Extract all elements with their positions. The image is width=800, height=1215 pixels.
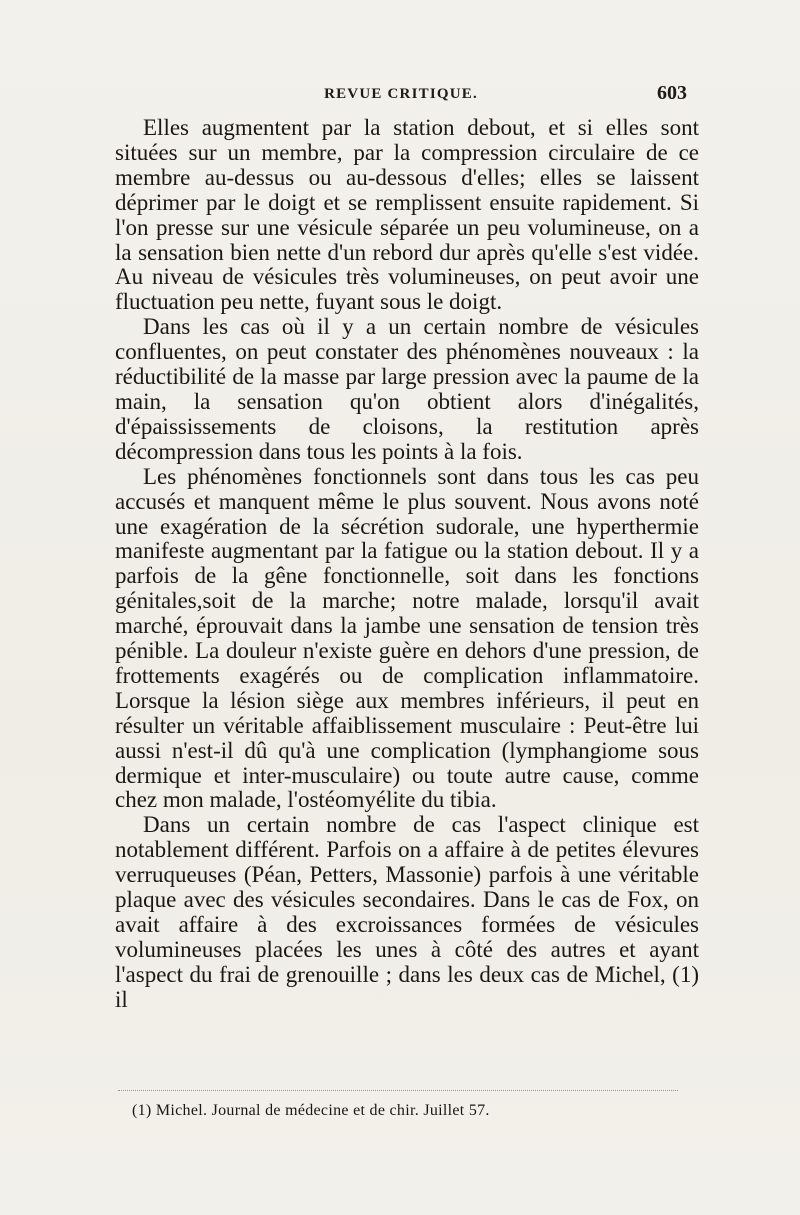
- footnote: (1) Michel. Journal de médecine et de chir. Juillet 57.: [132, 1102, 490, 1119]
- page-header: [115, 80, 687, 114]
- page-number: 603: [657, 82, 687, 104]
- paragraph: Elles augmentent par la station debout, et si elles sont situées sur un membre, par la compression circulaire de ce membre au-dessus ou au-dessous d'elles; elles se laissent déprimer par le doigt et se remplissent ensuite rapidement. Si l'on presse sur une vésicule séparée un peu volumineuse, on a la sensation bien nette d'un rebord dur après qu'elle s'est vidée. Au niveau de vésicules très volumineuses, on peut avoir une fluctuation peu nette, fuyant sous le doigt.: [115, 115, 699, 315]
- footnote-divider: [118, 1090, 678, 1091]
- running-title: REVUE CRITIQUE.: [324, 86, 478, 102]
- paragraph: Dans les cas où il y a un certain nombre de vésicules confluentes, on peut constater des phénomènes nouveaux : la réductibilité de la masse par large pression avec la paume de la main, la sensation qu'on obtient alors d'inégalités, d'épaississements de cloisons, la restitution après décompression dans tous les points à la fois.: [115, 314, 699, 464]
- paragraph: Dans un certain nombre de cas l'aspect clinique est notablement différent. Parfois on a affaire à de petites élevures verruqueuses (Péan, Petters, Massonie) parfois à une véritable plaque avec des vésicules secondaires. Dans le cas de Fox, on avait affaire à des excroissances formées de vésicules volumineuses placées les unes à côté des autres et ayant l'aspect du frai de grenouille ; dans les deux cas de Michel, (1) il: [115, 812, 699, 1012]
- paragraph: Les phénomènes fonctionnels sont dans tous les cas peu accusés et manquent même le plus souvent. Nous avons noté une exagération de la sécrétion sudorale, une hyperthermie manifeste augmentant par la fatigue ou la station debout. Il y a parfois de la gêne fonctionnelle, soit dans les fonctions génitales,soit de la marche; notre malade, lorsqu'il avait marché, éprouvait dans la jambe une sensation de tension très pénible. La douleur n'existe guère en dehors d'une pression, de frottements exagérés ou de complication inflammatoire. Lorsque la lésion siège aux membres inférieurs, il peut en résulter un véritable affaiblissement musculaire : Peut-être lui aussi n'est-il dû qu'à une complication (lymphangiome sous dermique et inter-musculaire) ou toute autre cause, comme chez mon malade, l'ostéomyélite du tibia.: [115, 463, 699, 813]
- main-text: [115, 116, 699, 1013]
